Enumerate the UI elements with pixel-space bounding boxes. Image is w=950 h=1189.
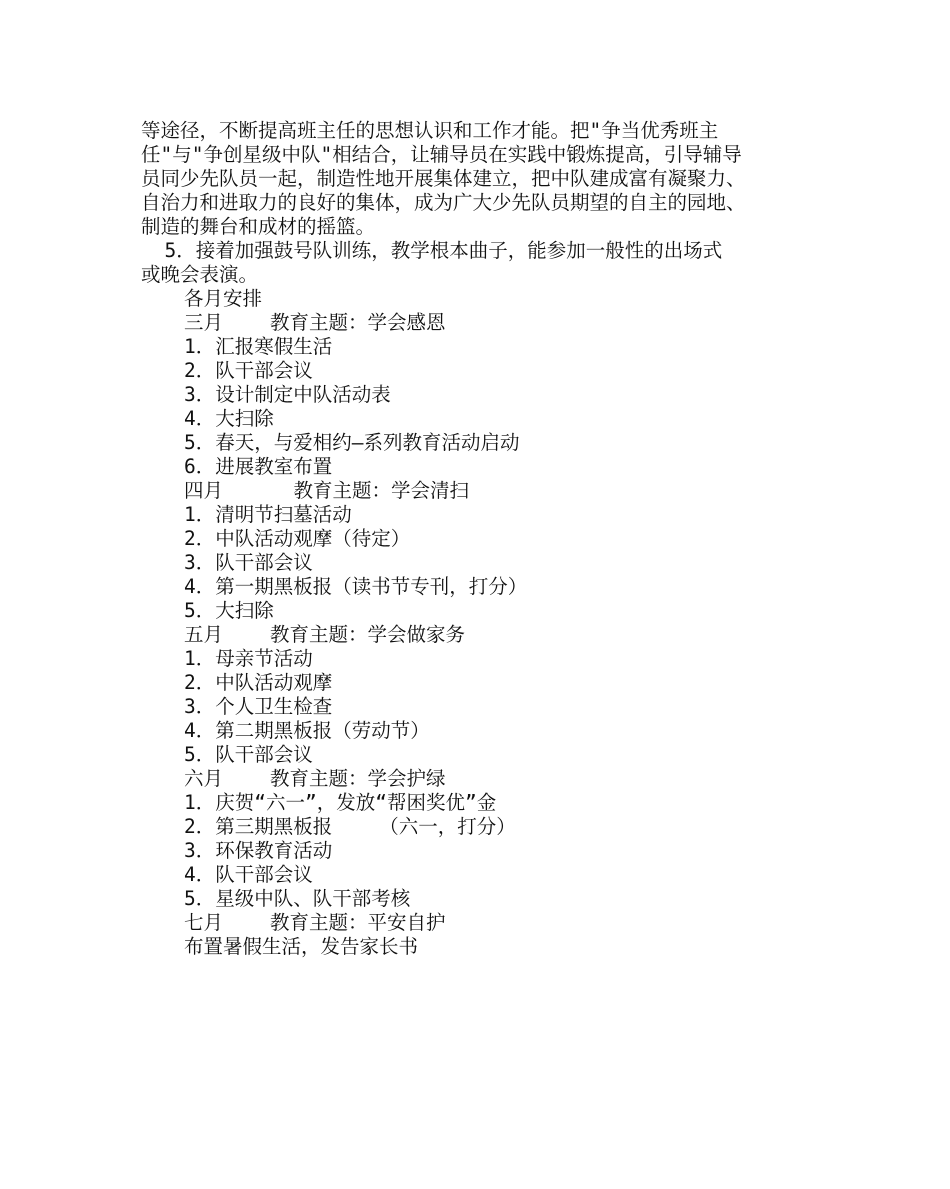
- month-heading: 六月 教育主题：学会护绿: [184, 767, 446, 790]
- month-heading: 三月 教育主题：学会感恩: [184, 311, 446, 334]
- list-item: 2．队干部会议: [184, 359, 313, 382]
- paragraph-teacher-training: [141, 119, 821, 239]
- paragraph-drum-team: [141, 239, 821, 287]
- section-title: 各月安排: [184, 287, 263, 310]
- list-item: 5．春天，与爱相约–系列教育活动启动: [184, 431, 520, 454]
- paragraph-line: 制造的舞台和成材的摇篮。: [141, 215, 376, 238]
- list-item: 3．队干部会议: [184, 551, 313, 574]
- list-item: 5．队干部会议: [184, 743, 313, 766]
- list-item: 1．汇报寒假生活: [184, 335, 333, 358]
- list-item: 4．队干部会议: [184, 863, 313, 886]
- list-item: 5．星级中队、队干部考核: [184, 887, 411, 910]
- list-item: 1．清明节扫墓活动: [184, 503, 352, 526]
- month-heading: 七月 教育主题：平安自护: [184, 911, 446, 934]
- paragraph-line: 5．接着加强鼓号队训练，教学根本曲子，能参加一般性的出场式: [141, 239, 723, 262]
- paragraph-line: 或晚会表演。: [141, 263, 259, 286]
- month-march: [141, 311, 821, 479]
- month-heading: 五月 教育主题：学会做家务: [184, 623, 465, 646]
- month-may: [141, 623, 821, 767]
- list-item: 1．母亲节活动: [184, 647, 313, 670]
- list-item: 2．第三期黑板报 （六一，打分）: [184, 815, 516, 838]
- list-item: 4．大扫除: [184, 407, 274, 430]
- month-april: [141, 479, 821, 623]
- paragraph-line: 任"与"争创星级中队"相结合，让辅导员在实践中锻炼提高，引导辅导: [141, 143, 742, 166]
- list-item: 3．个人卫生检查: [184, 695, 333, 718]
- list-item: 3．设计制定中队活动表: [184, 383, 391, 406]
- paragraph-line: 员同少先队员一起，制造性地开展集体建立，把中队建成富有凝聚力、: [141, 167, 746, 190]
- list-item: 4．第一期黑板报（读书节专刊，打分）: [184, 575, 528, 598]
- list-item: 2．中队活动观摩（待定）: [184, 527, 411, 550]
- list-item: 3．环保教育活动: [184, 839, 333, 862]
- list-item: 1．庆贺“六一”，发放“帮困奖优”金: [184, 791, 497, 814]
- list-item: 4．第二期黑板报（劳动节）: [184, 719, 430, 742]
- month-heading: 四月 教育主题：学会清扫: [184, 479, 469, 502]
- list-item: 6．进展教室布置: [184, 455, 333, 478]
- month-july: [141, 911, 821, 935]
- list-item: 2．中队活动观摩: [184, 671, 333, 694]
- list-item: 5．大扫除: [184, 599, 274, 622]
- paragraph-line: 等途径，不断提高班主任的思想认识和工作才能。把"争当优秀班主: [141, 119, 719, 142]
- document-page: [141, 119, 821, 959]
- paragraph-line: 自治力和进取力的良好的集体，成为广大少先队员期望的自主的园地、: [141, 191, 746, 214]
- closing-line: 布置暑假生活，发告家长书: [184, 935, 419, 958]
- month-june: [141, 767, 821, 911]
